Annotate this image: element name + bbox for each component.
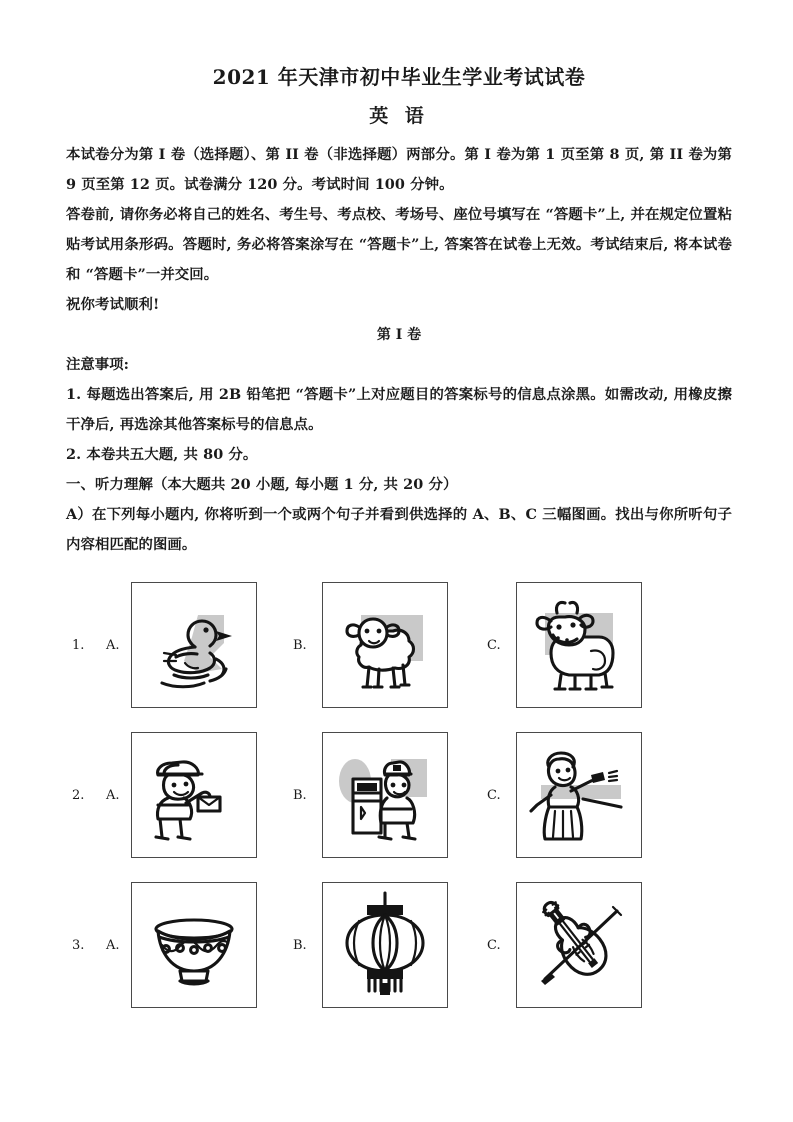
picture-option-1a[interactable] [131, 582, 257, 708]
question-number-1: 1. [72, 637, 85, 653]
picture-option-2c[interactable] [516, 732, 642, 858]
option-label-3a: A. [106, 937, 120, 953]
question-number-3: 3. [72, 937, 85, 953]
question-row-2 [66, 720, 732, 870]
intro-paragraph-2: 答卷前, 请你务必将自己的姓名、考生号、考点校、考场号、座位号填写在 “答题卡”上, 并在规定位置粘贴考试用条形码。答题时, 务必将答案涂写在 “答题卡”上, 答案答在试卷上无效。考试结束后, 将本试卷和 “答题卡”一并交回。 [66, 206, 732, 283]
notes-item-2: 2. 本卷共五大题, 共 80 分。 [66, 446, 258, 463]
picture-option-3c[interactable] [516, 882, 642, 1008]
picture-option-2b[interactable] [322, 732, 448, 858]
sheep-icon [331, 591, 439, 699]
teacher-at-board-icon [525, 741, 633, 849]
intro-paragraph-1: 本试卷分为第 I 卷（选择题）、第 II 卷（非选择题）两部分。第 I 卷为第 1 页至第 8 页, 第 II 卷为第 9 页至第 12 页。试卷满分 120 分。考试时间 100 分钟。 [66, 146, 732, 193]
option-label-1b: B. [293, 637, 307, 653]
chinese-lantern-icon [331, 891, 439, 999]
violin-icon [525, 891, 633, 999]
picture-option-2a[interactable] [131, 732, 257, 858]
picture-option-1b[interactable] [322, 582, 448, 708]
picture-option-3a[interactable] [131, 882, 257, 1008]
notes-label: 注意事项: [66, 356, 129, 373]
picture-option-3b[interactable] [322, 882, 448, 1008]
volume-heading: 第 I 卷 [376, 327, 422, 343]
bowl-icon [140, 891, 248, 999]
question-row-1 [66, 570, 732, 720]
subject-title: 英 语 [369, 105, 429, 127]
option-label-3c: C. [487, 937, 501, 953]
nurse-at-machine-icon [331, 741, 439, 849]
option-label-1a: A. [106, 637, 120, 653]
notes-item-1: 1. 每题选出答案后, 用 2B 铅笔把 “答题卡”上对应题目的答案标号的信息点涂黑。如需改动, 用橡皮擦干净后, 再选涂其他答案标号的信息点。 [66, 386, 732, 433]
part-one-instruction: A）在下列每小题内, 你将听到一个或两个句子并看到供选择的 A、B、C 三幅图画。找出与你所听句子内容相匹配的图画。 [66, 506, 732, 553]
option-label-2a: A. [106, 787, 120, 803]
option-label-3b: B. [293, 937, 307, 953]
option-label-2b: B. [293, 787, 307, 803]
cow-icon [525, 591, 633, 699]
duck-swimming-icon [140, 591, 248, 699]
option-label-1c: C. [487, 637, 501, 653]
page-title: 2021 年天津市初中毕业生学业考试试卷 [212, 65, 586, 89]
question-number-2: 2. [72, 787, 85, 803]
postman-icon [140, 741, 248, 849]
option-label-2c: C. [487, 787, 501, 803]
page-content [66, 0, 732, 1020]
picture-option-1c[interactable] [516, 582, 642, 708]
picture-questions [66, 570, 732, 1020]
intro-paragraph-3: 祝你考试顺利! [66, 296, 160, 313]
question-row-3 [66, 870, 732, 1020]
part-one-heading: 一、听力理解（本大题共 20 小题, 每小题 1 分, 共 20 分） [66, 476, 458, 493]
